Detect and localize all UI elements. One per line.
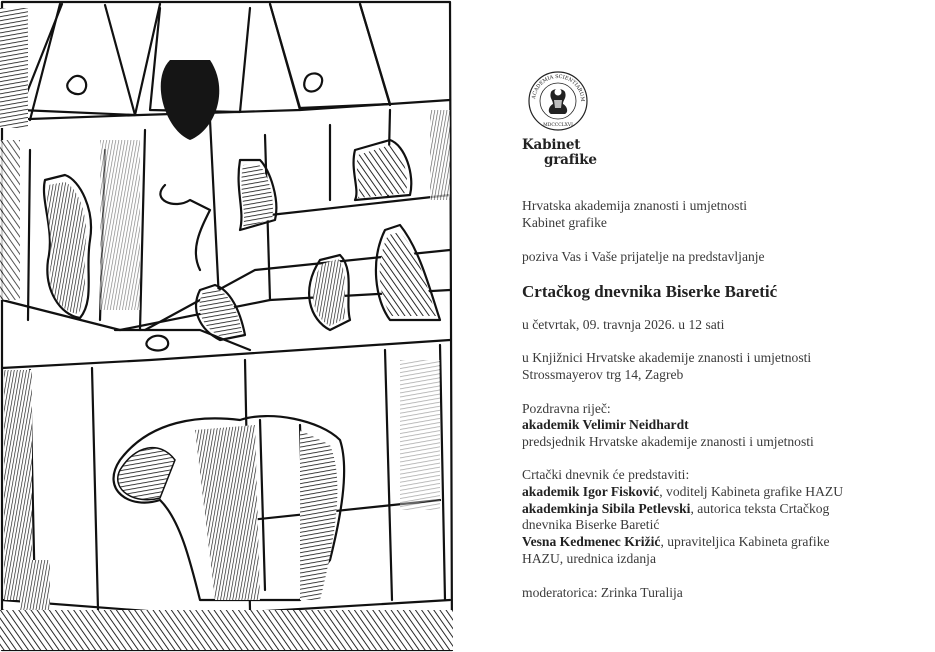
greeting-name: akademik Velimir Neidhardt bbox=[522, 417, 689, 432]
event-title: Crtačkog dnevnika Biserke Baretić bbox=[522, 282, 778, 301]
moderator: moderatorica: Zrinka Turalija bbox=[522, 585, 683, 600]
artwork-drawing bbox=[0, 0, 453, 652]
logo-grafike: grafike bbox=[544, 152, 597, 168]
kabinet-grafike-logo bbox=[522, 138, 597, 167]
academy-seal-logo bbox=[527, 70, 589, 132]
venue-line-2: Strossmayerov trg 14, Zagreb bbox=[522, 367, 684, 382]
presenter-2: akademkinja Sibila Petlevski, autorica teksta Crtačkog bbox=[522, 501, 830, 516]
presenter-2-cont: dnevnika Biserke Baretić bbox=[522, 517, 660, 532]
greeting-role: predsjednik Hrvatske akademije znanosti i umjetnosti bbox=[522, 434, 814, 449]
invite-text: poziva Vas i Vaše prijatelje na predstavljanje bbox=[522, 249, 765, 264]
presenter-1: akademik Igor Fisković, voditelj Kabineta grafike HAZU bbox=[522, 484, 844, 499]
presenter-3-cont: HAZU, urednica izdanja bbox=[522, 551, 656, 566]
header-line-1: Hrvatska akademija znanosti i umjetnosti bbox=[522, 198, 747, 213]
header-line-2: Kabinet grafike bbox=[522, 215, 607, 230]
venue-line-1: u Knjižnici Hrvatske akademije znanosti i umjetnosti bbox=[522, 350, 812, 365]
event-date: u četvrtak, 09. travnja 2026. u 12 sati bbox=[522, 317, 725, 332]
logo-kabinet: Kabinet bbox=[522, 137, 581, 153]
svg-text:ACADEMIA SCIENTIARUM ET ARTIUM: ACADEMIA SCIENTIARUM bbox=[531, 73, 586, 102]
presenter-3: Vesna Kedmenec Križić, upraviteljica Kabineta grafike bbox=[522, 534, 830, 549]
presenters-label: Crtački dnevnik će predstaviti: bbox=[522, 467, 690, 482]
svg-text:MDCCCLXVI: MDCCCLXVI bbox=[543, 123, 573, 128]
greeting-label: Pozdravna riječ: bbox=[522, 401, 611, 416]
ink-drawing bbox=[0, 0, 453, 652]
